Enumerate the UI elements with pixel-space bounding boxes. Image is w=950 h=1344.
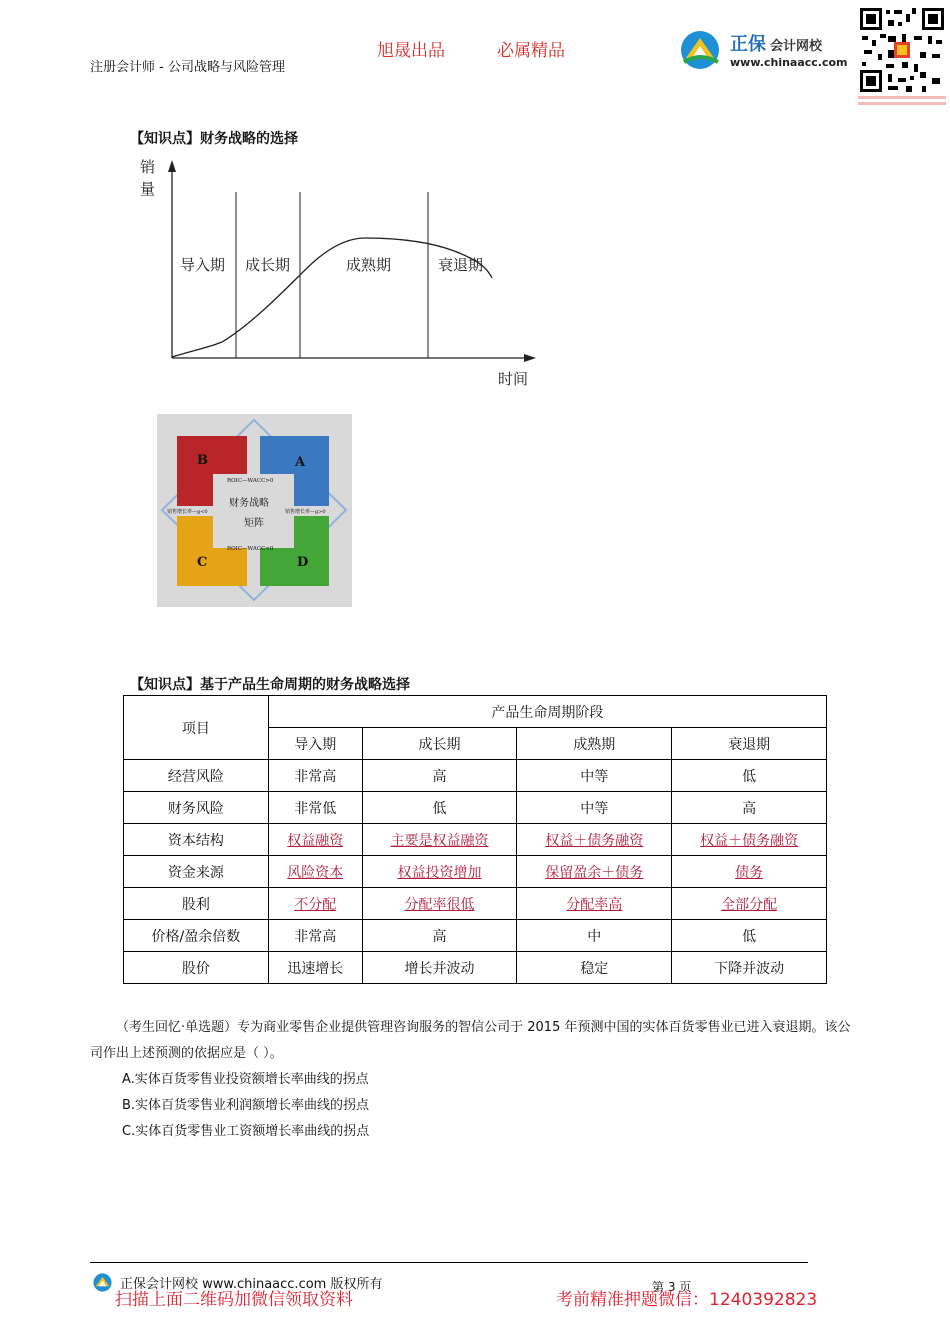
table-cell: 高	[362, 920, 517, 952]
table-cell-highlight: 权益融资	[268, 824, 362, 856]
table-cell-highlight: 不分配	[268, 888, 362, 920]
matrix-label-left: 销售增长率—g<0	[167, 509, 208, 515]
matrix-center-line2: 矩阵	[244, 518, 264, 529]
table-cell: 高	[672, 792, 827, 824]
table-row	[124, 792, 827, 824]
stage-header-intro: 导入期	[268, 728, 362, 760]
table-cell-highlight: 保留盈余＋债务	[517, 856, 672, 888]
table-cell-highlight: 全部分配	[672, 888, 827, 920]
quadrant-a	[260, 436, 329, 506]
y-label-1: 销	[140, 158, 156, 176]
table-cell: 中等	[517, 760, 672, 792]
matrix-center-line1: 财务战略	[229, 498, 269, 509]
table-cell: 中	[517, 920, 672, 952]
stage-header-decline: 衰退期	[672, 728, 827, 760]
footer-divider	[90, 1262, 808, 1263]
brand-name: 正保	[730, 33, 766, 55]
table-cell-highlight: 权益＋债务融资	[517, 824, 672, 856]
quadrant-b-label: B	[197, 453, 208, 468]
section-title-financial-strategy: 【知识点】财务战略的选择	[130, 131, 298, 147]
quadrant-c-label: C	[197, 555, 208, 570]
row-label: 财务风险	[124, 792, 269, 824]
matrix-label-right: 销售增长率—g>0	[285, 509, 326, 515]
table-cell: 下降并波动	[672, 952, 827, 984]
y-axis-arrow-icon	[168, 160, 176, 172]
quadrant-b	[177, 436, 247, 506]
table-cell-highlight: 分配率很低	[362, 888, 517, 920]
row-label: 资本结构	[124, 824, 269, 856]
y-label-2: 量	[140, 180, 156, 198]
table-cell-highlight: 分配率高	[517, 888, 672, 920]
table-cell-highlight: 主要是权益融资	[362, 824, 517, 856]
col-group-header: 产品生命周期阶段	[268, 696, 826, 728]
table-cell: 低	[672, 760, 827, 792]
col-item-header: 项目	[124, 696, 269, 760]
table-cell: 非常高	[268, 760, 362, 792]
brand-logo[interactable]	[678, 28, 848, 70]
row-label: 价格/盈余倍数	[124, 920, 269, 952]
stage-header-maturity: 成熟期	[517, 728, 672, 760]
option-b: B.实体百货零售业利润额增长率曲线的拐点	[122, 1098, 370, 1113]
row-label: 股价	[124, 952, 269, 984]
row-label: 经营风险	[124, 760, 269, 792]
table-cell-highlight: 权益投资增加	[362, 856, 517, 888]
slogan-left: 旭晟出品	[377, 41, 445, 61]
stage-growth: 成长期	[245, 256, 291, 274]
x-axis-arrow-icon	[524, 354, 536, 362]
stage-decline: 衰退期	[438, 256, 484, 274]
table-row	[124, 920, 827, 952]
copyright-text: 正保会计网校 www.chinaacc.com 版权所有	[120, 1276, 383, 1292]
table-cell-highlight: 权益＋债务融资	[672, 824, 827, 856]
lifecycle-chart	[140, 150, 550, 395]
brand-suffix: 会计网校	[770, 38, 823, 54]
table-row	[124, 824, 827, 856]
table-row	[124, 856, 827, 888]
table-cell: 中等	[517, 792, 672, 824]
row-label: 股利	[124, 888, 269, 920]
x-label: 时间	[498, 370, 529, 388]
promo-left: 扫描上面二维码加微信领取资料	[115, 1290, 353, 1310]
table-cell-highlight: 债务	[672, 856, 827, 888]
chinaacc-logo-icon	[678, 28, 724, 70]
document-subject: 注册会计师 - 公司战略与风险管理	[90, 60, 285, 75]
stage-header-growth: 成长期	[362, 728, 517, 760]
chinaacc-small-logo-icon	[92, 1272, 114, 1292]
brand-url: www.chinaacc.com	[730, 55, 848, 69]
option-a: A.实体百货零售业投资额增长率曲线的拐点	[122, 1072, 369, 1087]
section-title-lifecycle-strategy: 【知识点】基于产品生命周期的财务战略选择	[130, 677, 410, 693]
table-row	[124, 952, 827, 984]
table-cell: 低	[362, 792, 517, 824]
quadrant-d-label: D	[297, 555, 309, 570]
stage-intro: 导入期	[180, 256, 226, 274]
stage-maturity: 成熟期	[346, 256, 392, 274]
table-cell: 低	[672, 920, 827, 952]
table-header-row	[124, 696, 827, 728]
table-cell: 稳定	[517, 952, 672, 984]
qr-code-icon	[858, 6, 946, 110]
lifecycle-strategy-table	[123, 695, 827, 984]
exam-question	[90, 1015, 860, 1145]
slogan-right: 必属精品	[497, 41, 565, 61]
table-cell: 迅速增长	[268, 952, 362, 984]
option-c: C.实体百货零售业工资额增长率曲线的拐点	[122, 1124, 370, 1139]
financial-strategy-matrix	[157, 414, 352, 607]
promo-right: 考前精准押题微信：1240392823	[556, 1290, 818, 1310]
table-cell: 非常高	[268, 920, 362, 952]
matrix-label-top: ROIC—WACC>0	[227, 478, 274, 484]
quadrant-a-label: A	[295, 455, 306, 470]
matrix-label-bottom: ROIC—WACC<0	[227, 546, 274, 552]
row-label: 资金来源	[124, 856, 269, 888]
question-stem: （考生回忆·单选题）专为商业零售企业提供管理咨询服务的智信公司于 2015 年预测中国的实体百货零售业已进入衰退期。该公司作出上述预测的依据应是（ ）。	[90, 1020, 851, 1061]
table-row	[124, 888, 827, 920]
table-cell: 高	[362, 760, 517, 792]
table-row	[124, 760, 827, 792]
table-cell: 增长并波动	[362, 952, 517, 984]
page-number: 第 3 页	[652, 1280, 692, 1294]
table-cell-highlight: 风险资本	[268, 856, 362, 888]
table-cell: 非常低	[268, 792, 362, 824]
